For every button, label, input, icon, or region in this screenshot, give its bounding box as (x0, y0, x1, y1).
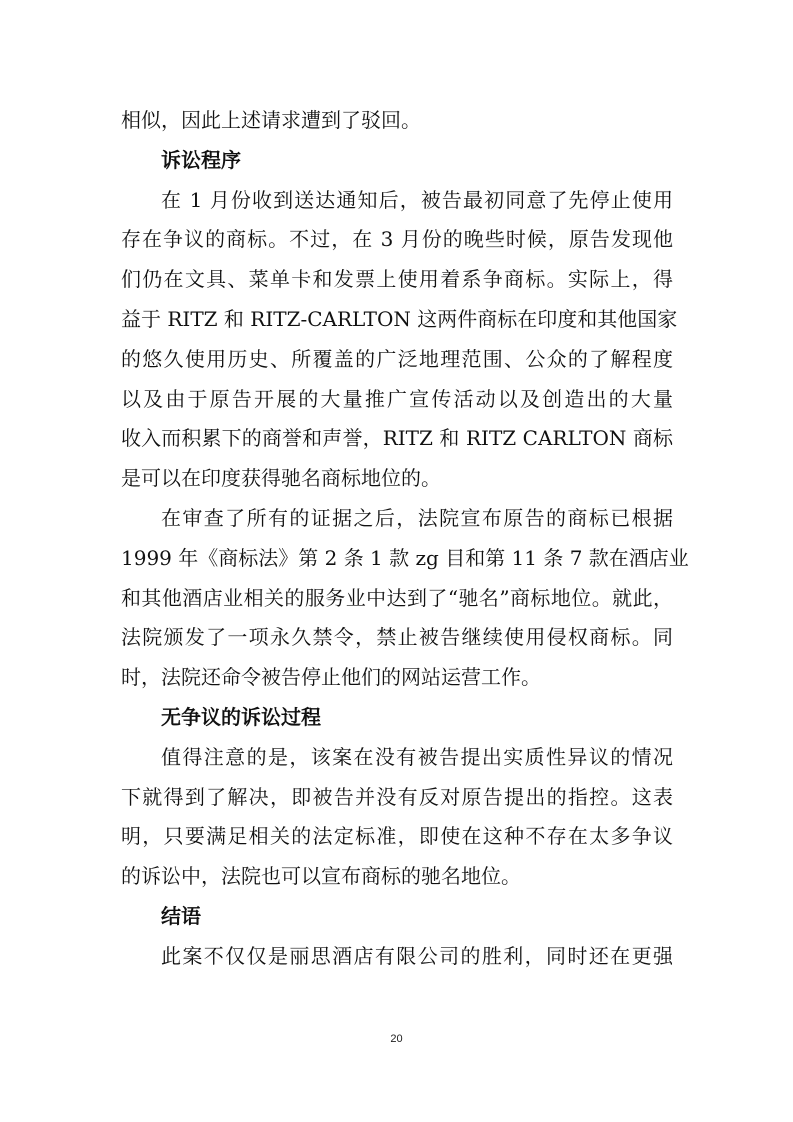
paragraph-line: 明，只要满足相关的法定标准，即使在这种不存在太多争议 (121, 824, 673, 849)
section-heading-conclusion: 结语 (161, 903, 201, 928)
body-text (121, 101, 689, 977)
section-heading-litigation-procedure: 诉讼程序 (161, 147, 241, 172)
paragraph-line: 值得注意的是，该案在没有被告提出实质性异议的情况 (161, 744, 673, 769)
paragraph-line: 法院颁发了一项永久禁令，禁止被告继续使用侵权商标。同 (121, 625, 673, 650)
paragraph-line: 下就得到了解决，即被告并没有反对原告提出的指控。这表 (121, 784, 673, 809)
paragraph-line: 的诉讼中，法院也可以宣布商标的驰名地位。 (121, 864, 521, 889)
paragraph-line: 们仍在文具、菜单卡和发票上使用着系争商标。实际上，得 (121, 267, 673, 292)
paragraph-line: 此案不仅仅是丽思酒店有限公司的胜利，同时还在更强 (161, 943, 673, 968)
paragraph-line: 在审查了所有的证据之后，法院宣布原告的商标已根据 (161, 505, 673, 530)
paragraph-line: 益于 RITZ 和 RITZ-CARLTON 这两件商标在印度和其他国家 (121, 306, 678, 331)
paragraph-line: 收入而积累下的商誉和声誉，RITZ 和 RITZ CARLTON 商标 (121, 426, 673, 451)
paragraph-line: 时，法院还命令被告停止他们的网站运营工作。 (121, 665, 541, 690)
paragraph-line: 以及由于原告开展的大量推广宣传活动以及创造出的大量 (121, 386, 673, 411)
page-number: 20 (390, 1033, 403, 1045)
section-heading-uncontested-litigation: 无争议的诉讼过程 (161, 704, 321, 729)
paragraph-line: 在 1 月份收到送达通知后，被告最初同意了先停止使用 (161, 187, 673, 212)
paragraph-line: 的悠久使用历史、所覆盖的广泛地理范围、公众的了解程度 (121, 346, 673, 371)
paragraph-line: 和其他酒店业相关的服务业中达到了“驰名”商标地位。就此， (121, 585, 673, 610)
paragraph-line: 存在争议的商标。不过，在 3 月份的晚些时候，原告发现他 (121, 227, 673, 252)
paragraph-line: 相似，因此上述请求遭到了驳回。 (121, 108, 421, 132)
paragraph-line: 是可以在印度获得驰名商标地位的。 (121, 466, 441, 491)
paragraph-line: 1999 年《商标法》第 2 条 1 款 zg 目和第 11 条 7 款在酒店业 (121, 545, 689, 570)
